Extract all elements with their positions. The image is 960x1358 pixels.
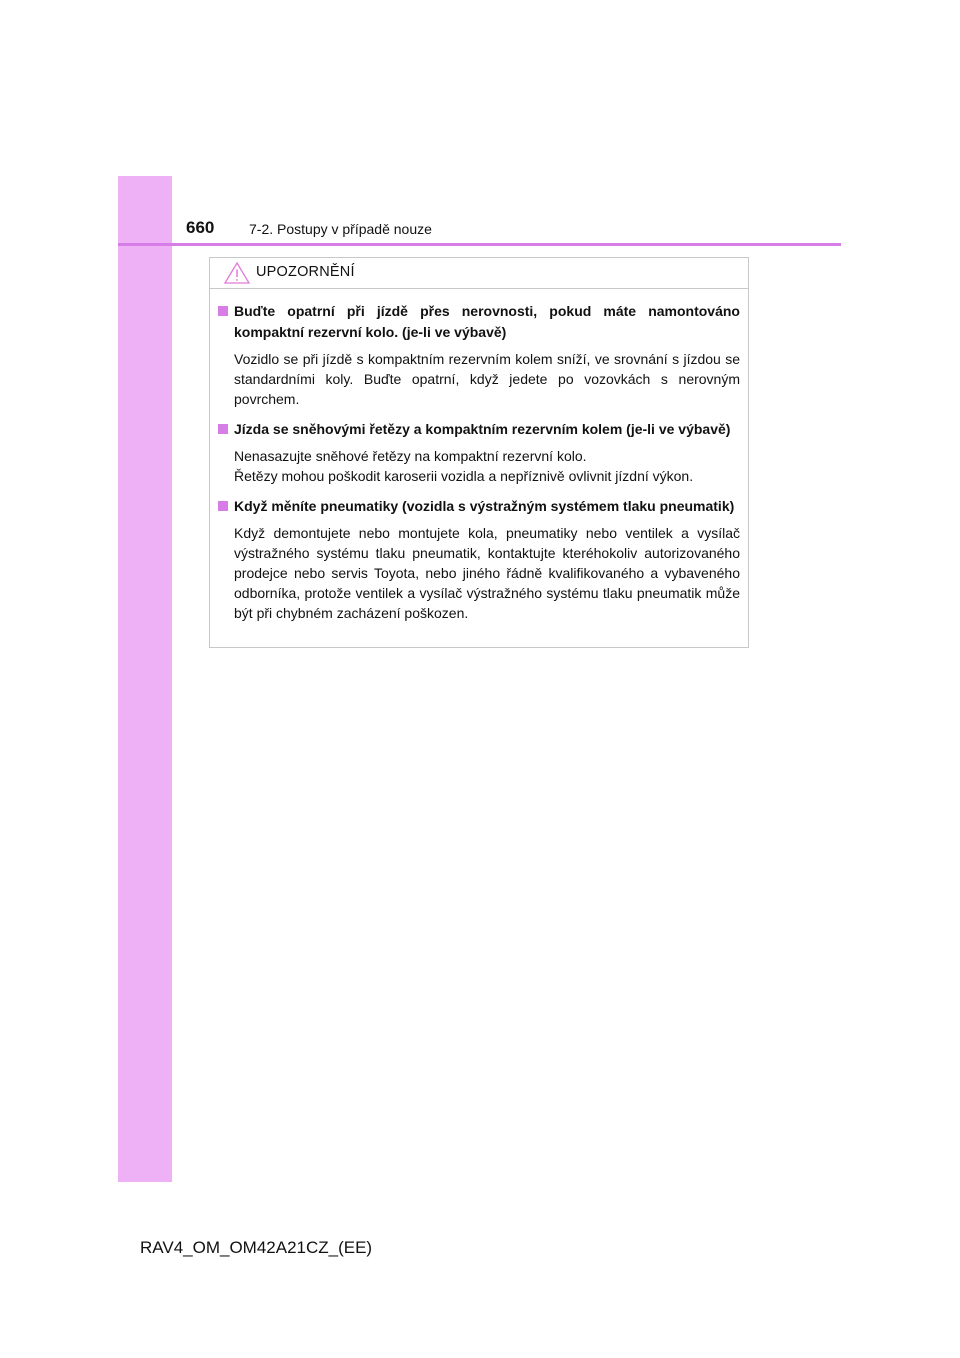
item-body-text: Když demontujete nebo montujete kola, pneumatiky nebo ventilek a vysílač výstražného systému tlaku pneumatik, kontaktujte kteréhokoliv autorizovaného prodejce nebo servis Toyota, nebo jiného řádně kvalifikovaného a vybaveného odborníka, protože ventilek a vysílač výstražného systému tlaku pneumatik může být při chybném zacházení poškozen. bbox=[234, 525, 740, 621]
warning-header bbox=[210, 258, 748, 289]
warning-items bbox=[210, 289, 748, 623]
warning-item bbox=[218, 301, 740, 409]
item-heading: Jízda se sněhovými řetězy a kompaktním rezervním kolem (je-li ve výbavě) bbox=[234, 421, 731, 437]
warning-item bbox=[218, 419, 740, 486]
item-heading: Buďte opatrní při jízdě přes nerovnosti, pokud máte namontováno kompaktní rezervní kolo. (je-li ve výbavě) bbox=[234, 303, 740, 340]
square-bullet-icon bbox=[218, 424, 228, 434]
document-code: RAV4_OM_OM42A21CZ_(EE) bbox=[140, 1238, 373, 1257]
page-number: 660 bbox=[186, 218, 215, 237]
item-heading: Když měníte pneumatiky (vozidla s výstražným systémem tlaku pneumatik) bbox=[234, 498, 735, 514]
chapter-side-band bbox=[118, 176, 172, 1182]
warning-triangle-icon bbox=[224, 262, 250, 284]
warning-box bbox=[209, 257, 749, 648]
item-body-text: Vozidlo se při jízdě s kompaktním rezervním kolem sníží, ve srovnání s jízdou se standardními koly. Buďte opatrní, když jedete po vozovkách s nerovným povrchem. bbox=[234, 351, 740, 407]
header-rule bbox=[118, 243, 841, 246]
section-title: 7-2. Postupy v případě nouze bbox=[249, 221, 432, 237]
item-body-text: Řetězy mohou poškodit karoserii vozidla a nepříznivě ovlivnit jízdní výkon. bbox=[234, 468, 694, 484]
warning-item bbox=[218, 496, 740, 623]
item-body-text: Nenasazujte sněhové řetězy na kompaktní rezervní kolo. bbox=[234, 448, 587, 464]
warning-title: UPOZORNĚNÍ bbox=[256, 264, 355, 280]
square-bullet-icon bbox=[218, 501, 228, 511]
square-bullet-icon bbox=[218, 306, 228, 316]
